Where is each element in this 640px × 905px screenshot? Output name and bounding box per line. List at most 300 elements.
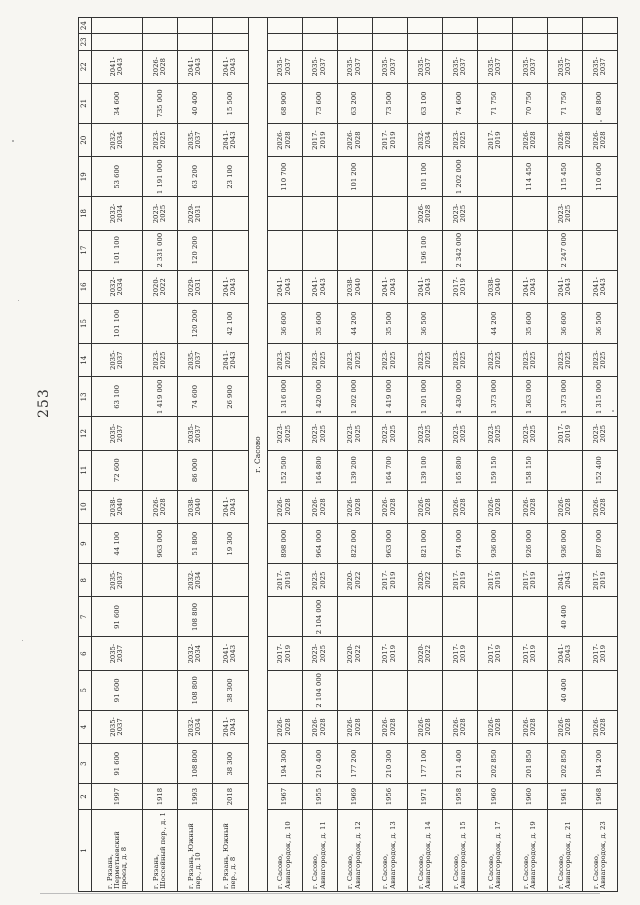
table-cell: 2026-2028 — [267, 710, 302, 743]
table-cell — [372, 18, 407, 34]
table-cell: 2038-2040 — [477, 270, 512, 303]
table-row — [512, 18, 547, 892]
table-cell — [213, 18, 248, 34]
table-cell: 1 419 000 — [143, 377, 178, 417]
table-cell: 2026-2028 — [372, 490, 407, 523]
table-cell: 2017-2019 — [442, 270, 477, 303]
table-cell: 2041-2043 — [178, 50, 213, 83]
table-cell: 1 363 000 — [512, 377, 547, 417]
table-row — [213, 18, 248, 892]
table-cell: 2026-2028 — [337, 710, 372, 743]
table-cell — [213, 450, 248, 490]
table-cell: 2017-2019 — [582, 637, 617, 670]
table-cell: 2041-2043 — [302, 270, 337, 303]
table-cell: 2 104 000 — [302, 597, 337, 637]
table-cell: 2023-2025 — [302, 564, 337, 597]
address-cell: г. Рязань, Южный пер., д. 8 — [213, 810, 248, 892]
table-cell: 2026-2028 — [407, 197, 442, 230]
table-cell: 159 150 — [477, 450, 512, 490]
table-cell: 74 600 — [178, 377, 213, 417]
table-cell — [407, 597, 442, 637]
table-cell — [512, 230, 547, 270]
table-cell: 152 500 — [267, 450, 302, 490]
table-cell — [213, 564, 248, 597]
table-cell: 2023-2025 — [512, 343, 547, 376]
table-cell: 19 300 — [213, 524, 248, 564]
table-cell: 36 500 — [407, 304, 442, 344]
table-cell — [582, 197, 617, 230]
table-cell: 2029-2031 — [178, 270, 213, 303]
column-number-cell: 3 — [79, 744, 92, 784]
table-row — [178, 18, 213, 892]
table-cell: 897 000 — [582, 524, 617, 564]
table-cell: 2026-2028 — [267, 123, 302, 156]
table-cell — [512, 34, 547, 50]
table-cell: 2041-2043 — [213, 710, 248, 743]
address-cell: г. Сасово, Авиагородок, д. 23 — [582, 810, 617, 892]
table-cell: 2035-2037 — [302, 50, 337, 83]
table-cell — [213, 417, 248, 450]
table-cell — [442, 670, 477, 710]
table-cell: 2023-2025 — [407, 343, 442, 376]
table-cell: 211 400 — [442, 744, 477, 784]
table-cell: 2026-2028 — [477, 710, 512, 743]
table-cell: 2038-2040 — [178, 490, 213, 523]
table-cell: 110 700 — [267, 157, 302, 197]
table-cell — [143, 670, 178, 710]
section-row — [248, 18, 267, 892]
table-cell: 114 450 — [512, 157, 547, 197]
column-number-cell: 15 — [79, 304, 92, 344]
table-cell: 38 300 — [213, 670, 248, 710]
table-cell: 44 200 — [477, 304, 512, 344]
table-cell: 91 600 — [92, 597, 143, 637]
table-cell: 2026-2028 — [143, 50, 178, 83]
table-cell — [213, 597, 248, 637]
table-cell — [92, 18, 143, 34]
table-cell: 2041-2043 — [547, 270, 582, 303]
table-row — [442, 18, 477, 892]
table-cell: 23 100 — [213, 157, 248, 197]
table-cell: 2020-2022 — [143, 270, 178, 303]
table-cell: 202 850 — [547, 744, 582, 784]
table-cell: 898 000 — [267, 524, 302, 564]
table-cell: 2017-2019 — [512, 637, 547, 670]
table-cell: 2041-2043 — [213, 490, 248, 523]
table-cell: 26 900 — [213, 377, 248, 417]
table-cell — [512, 670, 547, 710]
table-cell: 2041-2043 — [92, 50, 143, 83]
column-number-cell: 5 — [79, 670, 92, 710]
table-cell — [143, 417, 178, 450]
table-cell: 2017-2019 — [442, 564, 477, 597]
table-cell — [267, 197, 302, 230]
table-cell: 1955 — [302, 784, 337, 810]
table-cell: 110 600 — [582, 157, 617, 197]
table-cell: 2020-2022 — [337, 637, 372, 670]
table-cell: 164 800 — [302, 450, 337, 490]
table-cell: 120 200 — [178, 304, 213, 344]
table-cell — [477, 230, 512, 270]
column-number-cell: 7 — [79, 597, 92, 637]
table-cell: 2035-2037 — [178, 417, 213, 450]
table-cell: 2026-2028 — [547, 123, 582, 156]
table-cell: 164 700 — [372, 450, 407, 490]
table-cell: 2041-2043 — [407, 270, 442, 303]
table-cell: 1 373 000 — [477, 377, 512, 417]
table-cell — [302, 230, 337, 270]
table-cell — [582, 230, 617, 270]
table-cell — [143, 450, 178, 490]
address-cell: г. Рязань, Южный пер., д. 10 — [178, 810, 213, 892]
table-cell — [178, 34, 213, 50]
column-number-cell: 22 — [79, 50, 92, 83]
address-cell: г. Сасово, Авиагородок, д. 15 — [442, 810, 477, 892]
table-cell: 2032-2034 — [407, 123, 442, 156]
table-cell — [372, 230, 407, 270]
table-cell: 194 200 — [582, 744, 617, 784]
table-row — [547, 18, 582, 892]
table-cell — [178, 18, 213, 34]
column-number-cell: 1 — [79, 810, 92, 892]
table-cell: 821 000 — [407, 524, 442, 564]
scan-speck — [612, 410, 614, 412]
table-cell — [92, 34, 143, 50]
table-cell — [477, 34, 512, 50]
table-cell: 2041-2043 — [213, 123, 248, 156]
table-row — [143, 18, 178, 892]
table-cell: 1971 — [407, 784, 442, 810]
table-cell: 1993 — [178, 784, 213, 810]
table-cell: 2035-2037 — [267, 50, 302, 83]
address-cell: г. Сасово, Авиагородок, д. 19 — [512, 810, 547, 892]
table-cell: 91 600 — [92, 670, 143, 710]
table-cell — [582, 597, 617, 637]
table-cell: 36 500 — [582, 304, 617, 344]
table-cell: 2035-2037 — [547, 50, 582, 83]
table-cell: 115 450 — [547, 157, 582, 197]
table-cell: 35 500 — [372, 304, 407, 344]
table-cell: 120 200 — [178, 230, 213, 270]
table-cell: 1 316 000 — [267, 377, 302, 417]
table-row — [407, 18, 442, 892]
table-cell: 165 800 — [442, 450, 477, 490]
table-cell: 2026-2028 — [302, 490, 337, 523]
address-cell: г. Сасово, Авиагородок, д. 13 — [372, 810, 407, 892]
table-cell: 2026-2028 — [442, 710, 477, 743]
table-cell — [442, 34, 477, 50]
column-number-cell: 19 — [79, 157, 92, 197]
column-number-cell: 12 — [79, 417, 92, 450]
table-cell — [337, 18, 372, 34]
address-cell: г. Рязань, Перметыевский проезд, д. 8 — [92, 810, 143, 892]
table-cell: 2035-2037 — [337, 50, 372, 83]
table-cell: 1 373 000 — [547, 377, 582, 417]
table-cell — [267, 18, 302, 34]
table-cell: 40 400 — [178, 83, 213, 123]
table-cell — [143, 637, 178, 670]
table-cell — [337, 230, 372, 270]
table-cell: 2032-2034 — [92, 197, 143, 230]
table-cell: 2032-2034 — [178, 637, 213, 670]
table-row — [477, 18, 512, 892]
table-cell — [372, 597, 407, 637]
address-cell: г. Сасово, Авиагородок, д. 10 — [267, 810, 302, 892]
table-cell: 1 202 000 — [442, 157, 477, 197]
table-cell: 1 202 000 — [337, 377, 372, 417]
table-cell: 2017-2019 — [372, 564, 407, 597]
table-cell: 101 200 — [337, 157, 372, 197]
table-cell: 2 104 000 — [302, 670, 337, 710]
table-cell: 2026-2028 — [547, 490, 582, 523]
table-cell: 73 500 — [372, 83, 407, 123]
table-cell: 2018 — [213, 784, 248, 810]
table-cell: 2023-2025 — [267, 417, 302, 450]
column-number-cell: 18 — [79, 197, 92, 230]
table-cell: 2026-2028 — [143, 490, 178, 523]
table-cell: 36 600 — [547, 304, 582, 344]
table-cell: 1 430 000 — [442, 377, 477, 417]
table-cell: 936 000 — [547, 524, 582, 564]
table-cell: 63 100 — [92, 377, 143, 417]
table-cell: 35 600 — [512, 304, 547, 344]
column-number-cell: 17 — [79, 230, 92, 270]
table-cell: 2023-2025 — [337, 343, 372, 376]
table-cell: 210 400 — [302, 744, 337, 784]
table-cell — [337, 197, 372, 230]
column-number-cell: 23 — [79, 34, 92, 50]
table-cell — [407, 18, 442, 34]
table-cell: 2017-2019 — [267, 564, 302, 597]
table-cell — [512, 197, 547, 230]
column-number-cell: 8 — [79, 564, 92, 597]
column-number-cell: 20 — [79, 123, 92, 156]
table-cell: 2026-2028 — [582, 490, 617, 523]
column-number-row — [79, 18, 92, 892]
table-cell: 2041-2043 — [213, 270, 248, 303]
table-cell: 2020-2022 — [337, 564, 372, 597]
table-cell: 196 100 — [407, 230, 442, 270]
column-number-cell: 21 — [79, 83, 92, 123]
table-cell — [213, 230, 248, 270]
table-cell: 2023-2025 — [337, 417, 372, 450]
table-cell: 2035-2037 — [178, 343, 213, 376]
column-number-cell: 11 — [79, 450, 92, 490]
table-cell: 2035-2037 — [92, 343, 143, 376]
table-cell: 38 300 — [213, 744, 248, 784]
table-cell: 1 315 000 — [582, 377, 617, 417]
table-cell — [582, 670, 617, 710]
table-cell: 2020-2022 — [407, 564, 442, 597]
table-row — [372, 18, 407, 892]
table-cell: 108 800 — [178, 744, 213, 784]
table-cell: 139 100 — [407, 450, 442, 490]
table-cell — [582, 34, 617, 50]
table-cell: 2026-2028 — [582, 123, 617, 156]
table-cell: 1960 — [477, 784, 512, 810]
table-cell: 53 600 — [92, 157, 143, 197]
table-cell: 2017-2019 — [302, 123, 337, 156]
table-cell: 194 300 — [267, 744, 302, 784]
table-cell — [143, 34, 178, 50]
table-cell: 91 600 — [92, 744, 143, 784]
table-cell: 152 400 — [582, 450, 617, 490]
table-cell: 101 100 — [407, 157, 442, 197]
table-cell: 2023-2025 — [547, 197, 582, 230]
table-cell — [372, 34, 407, 50]
table-cell: 63 100 — [407, 83, 442, 123]
scan-speck — [22, 640, 23, 641]
table-cell: 822 000 — [337, 524, 372, 564]
table-row — [92, 18, 143, 892]
table-cell: 34 600 — [92, 83, 143, 123]
table-cell — [582, 18, 617, 34]
capital-repair-table — [78, 17, 618, 892]
table-cell — [477, 597, 512, 637]
table-cell: 72 600 — [92, 450, 143, 490]
table-cell: 2029-2031 — [178, 197, 213, 230]
table-cell — [407, 670, 442, 710]
table-cell: 2017-2019 — [547, 417, 582, 450]
table-cell: 74 600 — [442, 83, 477, 123]
table-cell: 2023-2025 — [477, 343, 512, 376]
table-cell: 2023-2025 — [582, 417, 617, 450]
table-cell: 2041-2043 — [213, 343, 248, 376]
table-cell: 1 419 000 — [372, 377, 407, 417]
table-cell: 139 200 — [337, 450, 372, 490]
table-cell: 2032-2034 — [92, 123, 143, 156]
table-cell — [302, 197, 337, 230]
table-cell: 2023-2025 — [302, 637, 337, 670]
table-cell: 2038-2040 — [92, 490, 143, 523]
scan-speck — [440, 412, 443, 414]
table-cell — [372, 197, 407, 230]
table-cell — [477, 18, 512, 34]
table-cell: 2023-2025 — [442, 417, 477, 450]
table-cell — [143, 304, 178, 344]
table-cell: 2020-2022 — [407, 637, 442, 670]
table-cell — [512, 18, 547, 34]
table-cell: 2017-2019 — [442, 637, 477, 670]
table-cell: 2023-2025 — [267, 343, 302, 376]
table-cell: 2017-2019 — [372, 123, 407, 156]
table-cell: 2026-2028 — [302, 710, 337, 743]
table-cell — [547, 450, 582, 490]
column-number-cell: 10 — [79, 490, 92, 523]
page-number: 253 — [36, 388, 52, 418]
table-cell — [337, 597, 372, 637]
table-cell: 2026-2028 — [547, 710, 582, 743]
table-cell — [547, 18, 582, 34]
table-cell: 1969 — [337, 784, 372, 810]
table-cell: 108 800 — [178, 597, 213, 637]
table-cell: 2017-2019 — [477, 123, 512, 156]
column-number-cell: 16 — [79, 270, 92, 303]
table-cell: 1958 — [442, 784, 477, 810]
table-cell: 2 331 000 — [143, 230, 178, 270]
table-cell: 210 300 — [372, 744, 407, 784]
table-cell: 2023-2025 — [372, 417, 407, 450]
table-cell: 963 000 — [372, 524, 407, 564]
table-cell: 2041-2043 — [213, 50, 248, 83]
table-cell: 2041-2043 — [213, 637, 248, 670]
table-cell — [337, 34, 372, 50]
table-cell: 201 850 — [512, 744, 547, 784]
table-cell: 1968 — [582, 784, 617, 810]
table-cell — [512, 597, 547, 637]
table-cell — [143, 564, 178, 597]
address-cell: г. Сасово, Авиагородок, д. 17 — [477, 810, 512, 892]
column-number-cell: 9 — [79, 524, 92, 564]
table-cell: 1960 — [512, 784, 547, 810]
table-cell: 40 400 — [547, 670, 582, 710]
table-cell: 1918 — [143, 784, 178, 810]
table-row — [302, 18, 337, 892]
table-cell: 177 100 — [407, 744, 442, 784]
address-cell: г. Рязань, Шоссейный пер., д. 1 — [143, 810, 178, 892]
table-cell: 2032-2034 — [92, 270, 143, 303]
table-cell — [372, 157, 407, 197]
table-cell: 2026-2028 — [407, 490, 442, 523]
table-cell: 2035-2037 — [178, 123, 213, 156]
table-cell — [442, 597, 477, 637]
table-cell: 926 000 — [512, 524, 547, 564]
table-cell: 2023-2025 — [442, 197, 477, 230]
table-cell — [337, 670, 372, 710]
table-cell — [477, 197, 512, 230]
table-cell: 2023-2025 — [407, 417, 442, 450]
table-cell — [267, 230, 302, 270]
table-cell: 2023-2025 — [143, 343, 178, 376]
table-cell: 964 000 — [302, 524, 337, 564]
table-cell — [477, 670, 512, 710]
table-cell: 2017-2019 — [582, 564, 617, 597]
table-cell: 101 100 — [92, 230, 143, 270]
table-cell: 71 750 — [477, 83, 512, 123]
table-cell: 2026-2028 — [512, 490, 547, 523]
table-cell: 2023-2025 — [442, 343, 477, 376]
table-cell: 63 200 — [178, 157, 213, 197]
table-cell: 2026-2028 — [372, 710, 407, 743]
address-cell: г. Сасово, Авиагородок, д. 12 — [337, 810, 372, 892]
table-cell: 71 750 — [547, 83, 582, 123]
table-cell: 2041-2043 — [582, 270, 617, 303]
table-cell — [143, 710, 178, 743]
table-cell — [302, 18, 337, 34]
table-cell: 158 150 — [512, 450, 547, 490]
table-cell: 2017-2019 — [372, 637, 407, 670]
table-cell: 2035-2037 — [92, 417, 143, 450]
scan-speck — [18, 300, 19, 301]
table-cell — [442, 304, 477, 344]
table-cell: 44 200 — [337, 304, 372, 344]
table-cell — [372, 670, 407, 710]
table-cell: 2026-2028 — [512, 710, 547, 743]
table-cell: 2026-2028 — [337, 123, 372, 156]
table-cell: 86 000 — [178, 450, 213, 490]
table-cell: 2035-2037 — [92, 710, 143, 743]
table-cell: 2041-2043 — [267, 270, 302, 303]
table-cell: 108 800 — [178, 670, 213, 710]
address-cell: г. Сасово, Авиагородок, д. 11 — [302, 810, 337, 892]
table-cell: 63 200 — [337, 83, 372, 123]
table-cell: 2035-2037 — [477, 50, 512, 83]
table-cell: 51 800 — [178, 524, 213, 564]
table-cell — [302, 34, 337, 50]
table-cell: 2023-2025 — [372, 343, 407, 376]
table-cell: 2035-2037 — [442, 50, 477, 83]
column-number-cell: 2 — [79, 784, 92, 810]
